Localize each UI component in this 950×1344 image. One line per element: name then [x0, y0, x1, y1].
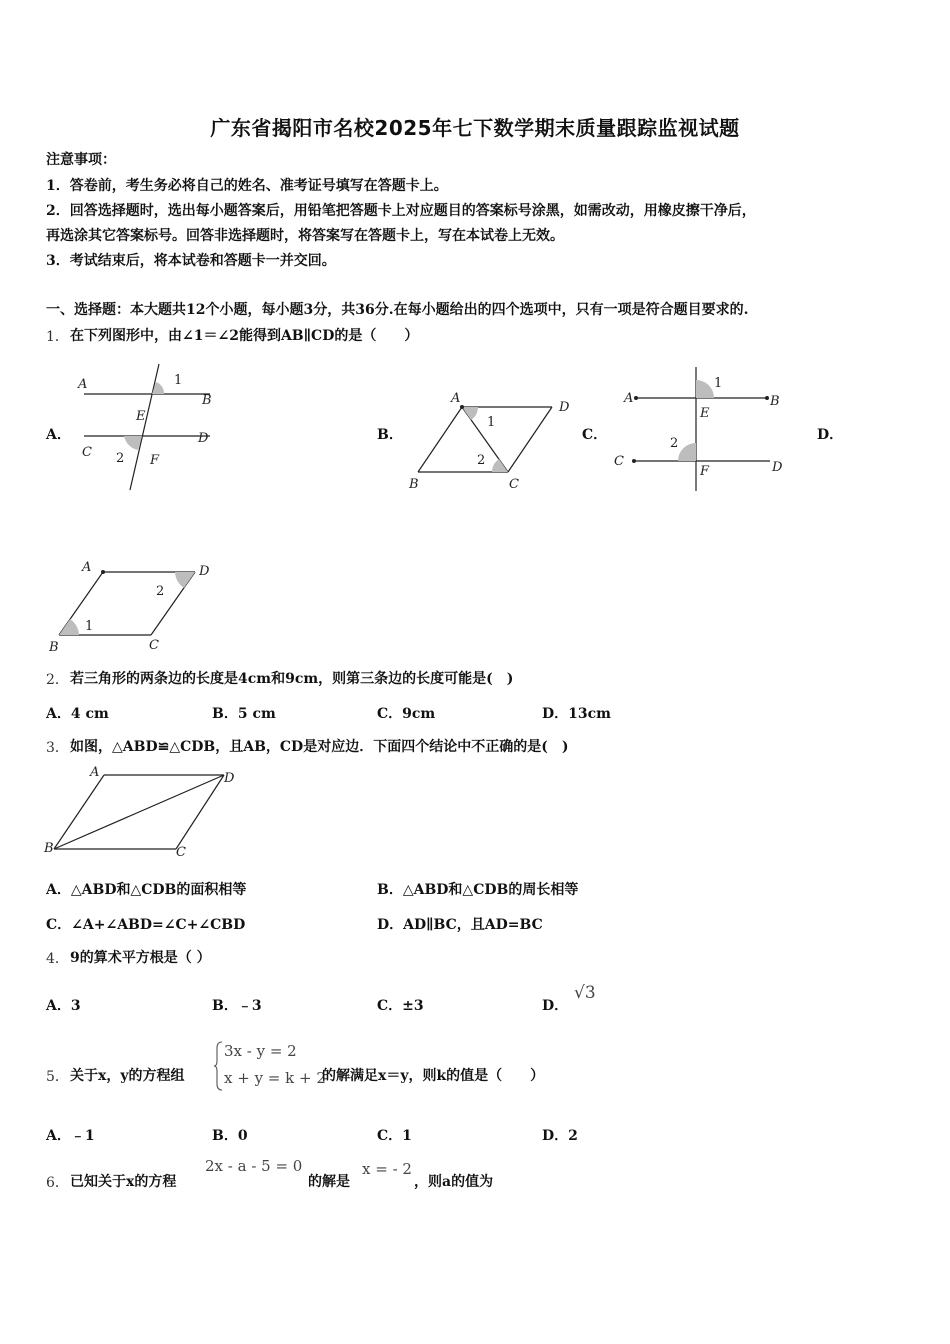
label-C: C: [509, 477, 519, 492]
label-B: B: [409, 477, 419, 492]
label-1: 1: [174, 373, 183, 388]
solution: x = - 2: [362, 1160, 412, 1178]
option-b[interactable]: B．△ABD和△CDB的周长相等: [377, 882, 579, 898]
label-C: C: [614, 454, 624, 469]
question-number: 6．: [46, 1175, 69, 1191]
label-A: A: [451, 391, 461, 406]
label-A: A: [82, 560, 92, 575]
label-F: F: [150, 453, 160, 468]
label-1: 1: [487, 415, 496, 430]
option-c[interactable]: C．±3: [377, 998, 424, 1014]
option-b[interactable]: B．﹣3: [212, 998, 262, 1014]
equation-2: x + y = k + 2: [224, 1069, 326, 1087]
figure-option-a: [72, 362, 222, 492]
question-number: 1．: [46, 329, 69, 345]
label-1: 1: [714, 376, 723, 391]
option-a[interactable]: A．△ABD和△CDB的面积相等: [46, 882, 247, 898]
option-b[interactable]: B．0: [212, 1128, 248, 1144]
option-b[interactable]: B．5 cm: [212, 706, 276, 722]
label-D: D: [772, 460, 783, 475]
label-B: B: [49, 640, 59, 655]
label-E: E: [700, 406, 710, 421]
label-C: C: [82, 445, 92, 460]
label-2: 2: [116, 451, 125, 466]
notice-item: 3．考试结束后，将本试卷和答题卡一并交回。: [46, 253, 336, 269]
option-a[interactable]: A．﹣1: [46, 1128, 95, 1144]
question-number: 5．: [46, 1069, 69, 1085]
label-E: E: [136, 409, 146, 424]
label-B: B: [202, 393, 212, 408]
option-label-d: D．: [817, 427, 844, 443]
label-D: D: [559, 400, 570, 415]
question-text: 若三角形的两条边的长度是4cm和9cm，则第三条边的长度可能是( ): [70, 671, 514, 687]
notice-item: 1．答卷前，考生务必将自己的姓名、准考证号填写在答题卡上。: [46, 178, 448, 194]
label-2: 2: [477, 453, 486, 468]
notice-heading: 注意事项：: [46, 152, 116, 168]
option-d[interactable]: D．AD∥BC，且AD=BC: [377, 917, 543, 933]
option-c[interactable]: C．∠A+∠ABD=∠C+∠CBD: [46, 917, 246, 933]
page-title: 广东省揭阳市名校2025年七下数学期末质量跟踪监视试题: [210, 116, 740, 140]
option-d[interactable]: D．: [542, 998, 569, 1014]
equation: 2x - a - 5 = 0: [205, 1157, 303, 1175]
question-text-suffix: 的解满足x＝y，则k的值是（ ）: [322, 1068, 545, 1084]
label-D: D: [198, 431, 209, 446]
figure-parallelogram: [42, 762, 247, 862]
question-text-mid: 的解是: [308, 1174, 350, 1190]
brace-icon: [214, 1040, 224, 1092]
option-label-a: A．: [46, 427, 71, 443]
figure-option-b: [405, 390, 585, 495]
label-A: A: [90, 765, 100, 780]
question-number: 3．: [46, 740, 69, 756]
label-B: B: [770, 394, 780, 409]
option-a[interactable]: A．4 cm: [46, 706, 109, 722]
label-2: 2: [670, 436, 679, 451]
option-a[interactable]: A．3: [46, 998, 81, 1014]
option-label-b: B．: [377, 427, 403, 443]
question-text-suffix: ，则a的值为: [414, 1174, 494, 1190]
option-c[interactable]: C．9cm: [377, 706, 436, 722]
label-C: C: [149, 638, 159, 653]
question-text: 已知关于x的方程: [70, 1174, 177, 1190]
section-heading: 一、选择题：本大题共12个小题，每小题3分，共36分.在每小题给出的四个选项中，只有一项是符合题目要求的.: [46, 302, 749, 318]
label-C: C: [176, 845, 186, 860]
figure-option-d: [45, 555, 225, 660]
question-number: 4．: [46, 951, 69, 967]
option-d[interactable]: D．2: [542, 1128, 578, 1144]
notice-item: 再选涂其它答案标号。回答非选择题时，将答案写在答题卡上，写在本试卷上无效。: [46, 228, 564, 244]
option-label-c: C．: [582, 427, 608, 443]
question-text: 如图，△ABD≌△CDB，且AB，CD是对应边．下面四个结论中不正确的是( ): [70, 739, 569, 755]
label-1: 1: [85, 619, 94, 634]
option-c[interactable]: C．1: [377, 1128, 412, 1144]
figure-option-c: [612, 365, 797, 495]
notice-item: 2．回答选择题时，选出每小题答案后，用铅笔把答题卡上对应题目的答案标号涂黑，如需改动，用橡皮擦干净后，: [46, 203, 756, 219]
question-text: 在下列图形中，由∠1＝∠2能得到AB∥CD的是（ ）: [70, 328, 419, 344]
question-text: 关于x，y的方程组: [70, 1068, 185, 1084]
label-F: F: [700, 464, 710, 479]
label-2: 2: [156, 584, 165, 599]
option-d[interactable]: D．13cm: [542, 706, 611, 722]
label-B: B: [44, 841, 54, 856]
sqrt-3: √3: [574, 983, 596, 1003]
question-text: 9的算术平方根是（ ）: [70, 950, 211, 966]
question-number: 2．: [46, 672, 69, 688]
label-D: D: [199, 564, 210, 579]
label-A: A: [624, 391, 634, 406]
equation-1: 3x - y = 2: [224, 1042, 297, 1060]
label-D: D: [224, 771, 235, 786]
label-A: A: [78, 377, 88, 392]
